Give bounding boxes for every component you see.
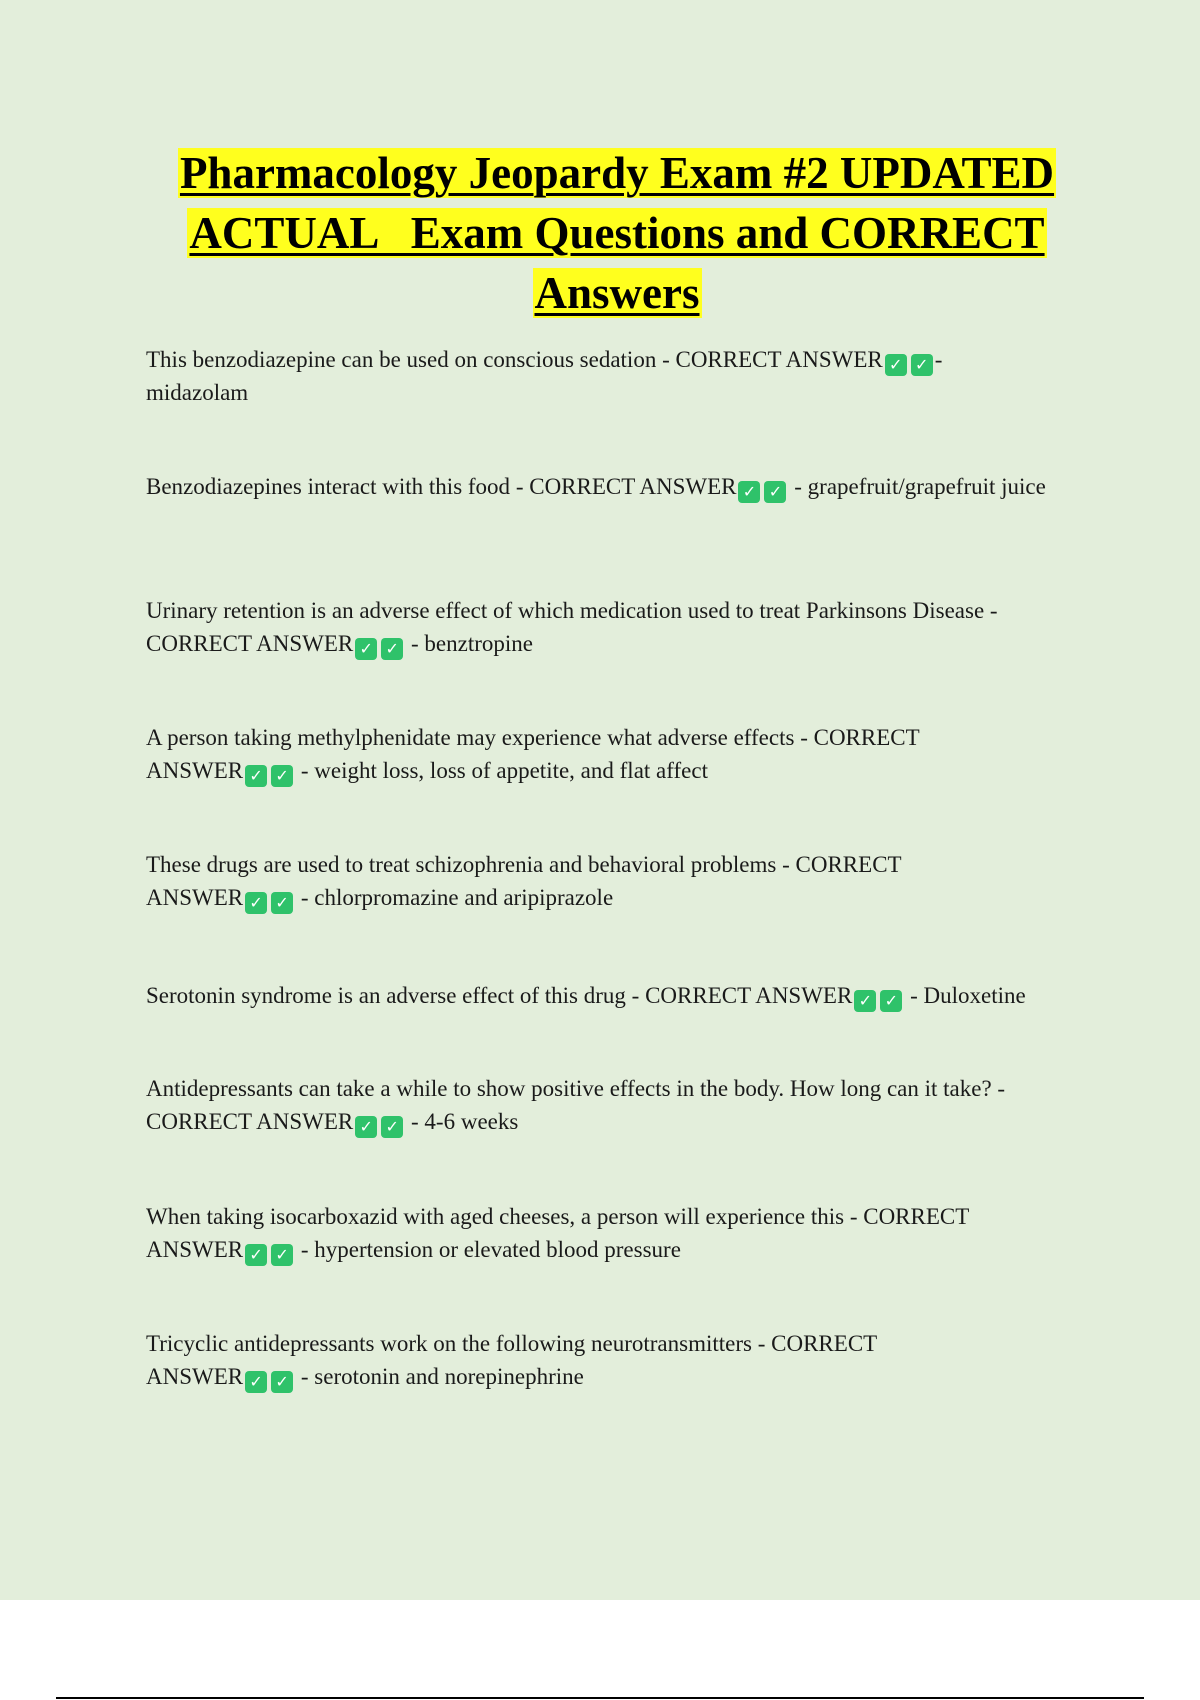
question-text: A person taking methylphenidate may experience what adverse effects [146, 725, 795, 750]
answer-text: 4-6 weeks [424, 1109, 519, 1134]
answer-text: serotonin and norepinephrine [314, 1364, 584, 1389]
title-line-3: Answers [534, 268, 700, 318]
qa-item: Tricyclic antidepressants work on the following neurotransmitters - CORRECT ANSWER ✓ ✓ - serotonin and norepinephrine [146, 1331, 878, 1391]
answer-marker: CORRECT ANSWER [675, 347, 883, 372]
question-text: Antidepressants can take a while to show positive effects in the body. How long can it take? [146, 1076, 992, 1101]
check-icon: ✓ [911, 354, 933, 376]
qa-item: These drugs are used to treat schizophrenia and behavioral problems - CORRECT ANSWER ✓ ✓ - chlorpromazine and aripiprazole [146, 852, 902, 912]
title-line-1: Pharmacology Jeopardy Exam #2 UPDATED [179, 148, 1055, 198]
qa-item: Serotonin syndrome is an adverse effect of this drug - CORRECT ANSWER ✓ ✓ - Duloxetine [146, 983, 1026, 1010]
check-icon: ✓ [245, 1244, 267, 1266]
check-icon: ✓ [271, 892, 293, 914]
qa-item: Urinary retention is an adverse effect of which medication used to treat Parkinsons Disease - CORRECT ANSWER ✓ ✓ - benztropine [146, 598, 998, 658]
check-icon: ✓ [880, 990, 902, 1012]
answer-marker: CORRECT ANSWER [645, 983, 853, 1008]
check-icon: ✓ [271, 765, 293, 787]
answer-marker: CORRECT ANSWER [146, 1109, 354, 1134]
answer-text: benztropine [424, 631, 533, 656]
question-text: Urinary retention is an adverse effect of which medication used to treat Parkinsons Disease [146, 598, 985, 623]
question-text: This benzodiazepine can be used on conscious sedation [146, 347, 657, 372]
document-title [140, 143, 1094, 323]
answer-text: Duloxetine [923, 983, 1026, 1008]
check-icon: ✓ [245, 1371, 267, 1393]
answer-text: weight loss, loss of appetite, and flat affect [314, 758, 708, 783]
answer-text: grapefruit/grapefruit juice [807, 474, 1046, 499]
answer-marker: CORRECT ANSWER [529, 474, 737, 499]
check-icon: ✓ [764, 481, 786, 503]
check-icon: ✓ [885, 354, 907, 376]
check-icon: ✓ [271, 1371, 293, 1393]
footer-divider [56, 1697, 1144, 1699]
check-icon: ✓ [355, 638, 377, 660]
answer-text: hypertension or elevated blood pressure [314, 1237, 681, 1262]
answer-text: midazolam [146, 380, 249, 405]
check-icon: ✓ [381, 638, 403, 660]
qa-item: When taking isocarboxazid with aged cheeses, a person will experience this - CORRECT ANSWER ✓ ✓ - hypertension or elevated blood pressure [146, 1204, 970, 1264]
qa-item: This benzodiazepine can be used on conscious sedation - CORRECT ANSWER ✓ ✓ - midazolam [146, 347, 943, 405]
check-icon: ✓ [381, 1116, 403, 1138]
question-text: Serotonin syndrome is an adverse effect of this drug [146, 983, 626, 1008]
question-text: These drugs are used to treat schizophrenia and behavioral problems [146, 852, 777, 877]
question-text: Tricyclic antidepressants work on the following neurotransmitters [146, 1331, 752, 1356]
check-icon: ✓ [854, 990, 876, 1012]
qa-item: Antidepressants can take a while to show positive effects in the body. How long can it take? - CORRECT ANSWER ✓ ✓ - 4-6 weeks [146, 1076, 1006, 1136]
qa-item: Benzodiazepines interact with this food - CORRECT ANSWER ✓ ✓ - grapefruit/grapefruit juice [146, 474, 1046, 501]
check-icon: ✓ [271, 1244, 293, 1266]
check-icon: ✓ [245, 765, 267, 787]
qa-item: A person taking methylphenidate may experience what adverse effects - CORRECT ANSWER ✓ ✓ - weight loss, loss of appetite, and flat affect [146, 725, 920, 785]
title-line-2: ACTUAL Exam Questions and CORRECT [189, 208, 1045, 258]
answer-text: chlorpromazine and aripiprazole [314, 885, 614, 910]
answer-marker: CORRECT ANSWER [146, 631, 354, 656]
check-icon: ✓ [355, 1116, 377, 1138]
question-text: When taking isocarboxazid with aged cheeses, a person will experience this [146, 1204, 845, 1229]
check-icon: ✓ [738, 481, 760, 503]
question-text: Benzodiazepines interact with this food [146, 474, 511, 499]
check-icon: ✓ [245, 892, 267, 914]
